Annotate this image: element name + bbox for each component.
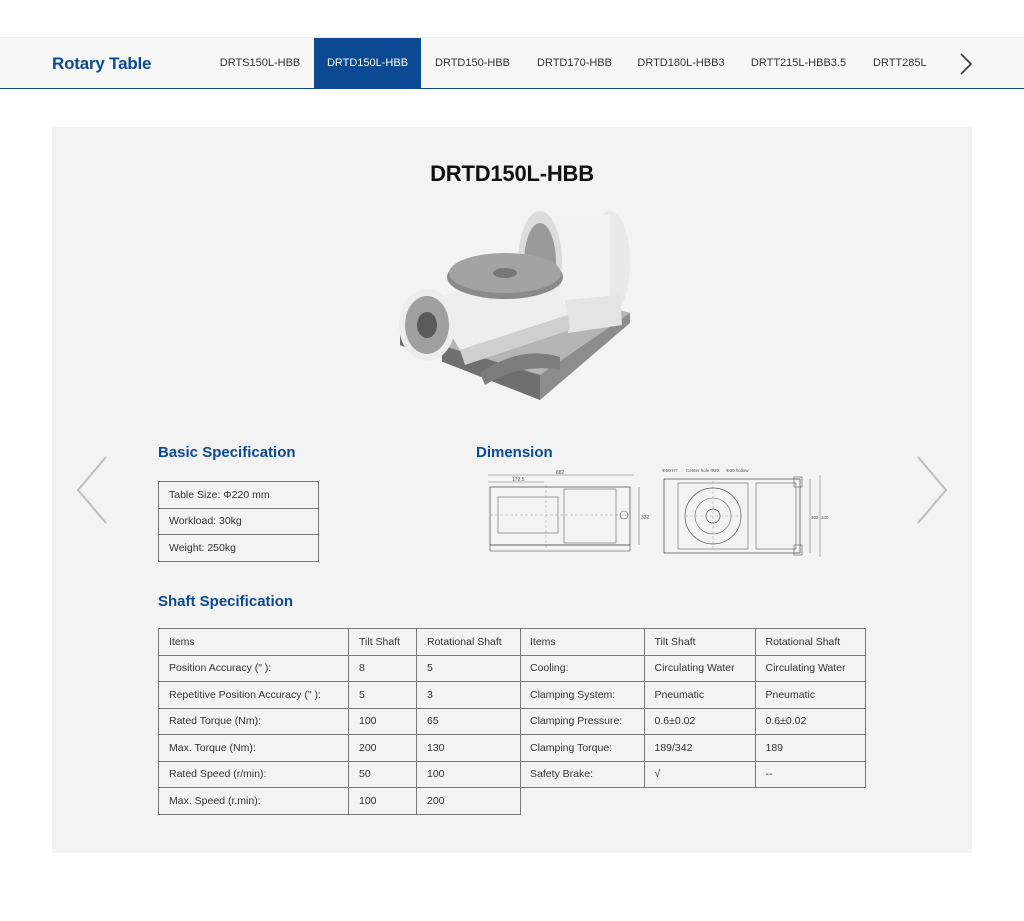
model-tabs [206,38,932,89]
table-cell: 200 [417,788,521,815]
table-cell: Rated Torque (Nm): [159,708,349,735]
product-panel [52,127,972,853]
dim-label-682: 682 [556,470,565,476]
table-row [159,655,521,682]
shaft-spec-table-right [520,628,866,788]
table-row [159,482,319,509]
table-header-row [520,629,865,656]
table-cell: 189/342 [644,735,755,762]
table-cell: 5 [417,655,521,682]
table-cell: 50 [349,761,417,788]
table-cell: 200 [349,735,417,762]
table-cell: 100 [349,708,417,735]
table-header-cell: Items [159,629,349,656]
table-row [159,735,521,762]
top-navigation [0,37,1024,89]
table-row [520,761,865,788]
table-cell: Circulating Water [644,655,755,682]
table-cell: Clamping Torque: [520,735,644,762]
product-image [390,205,640,411]
dim-label-hole: Φ50 H7 [662,468,678,473]
table-cell: 0.6±0.02 [644,708,755,735]
dimension-drawing-side [484,467,654,557]
table-cell: Repetitive Position Accuracy (" ): [159,682,349,709]
dimension-heading: Dimension [476,444,553,461]
table-cell: Safety Brake: [520,761,644,788]
table-header-cell: Tilt Shaft [349,629,417,656]
table-header-cell: Rotational Shaft [755,629,865,656]
table-row [520,735,865,762]
table-cell: 100 [349,788,417,815]
tab-drtd150-hbb[interactable]: DRTD150-HBB [435,57,510,69]
table-row [159,508,319,535]
table-header-cell: Tilt Shaft [644,629,755,656]
tab-drtd150l-hbb[interactable]: DRTD150L-HBB [314,38,421,89]
table-row [159,788,521,815]
table-row [159,708,521,735]
table-cell: -- [755,761,865,788]
table-cell: Max. Torque (Nm): [159,735,349,762]
tab-drtd180l-hbb3[interactable]: DRTD180L-HBB3 [637,57,725,69]
table-cell: 130 [417,735,521,762]
chevron-right-icon[interactable] [912,453,952,527]
table-cell: Clamping System: [520,682,644,709]
basic-spec-table [158,481,319,562]
table-header-cell: Items [520,629,644,656]
dimension-drawing-top [660,467,832,561]
table-cell: Clamping Pressure: [520,708,644,735]
table-cell: Circulating Water [755,655,865,682]
chevron-right-icon[interactable] [952,50,980,78]
tab-drtt285l[interactable]: DRTT285L [873,57,927,69]
tab-drtd170-hbb[interactable]: DRTD170-HBB [537,57,612,69]
tab-drtt215l-hbb3-5[interactable]: DRTT215L-HBB3.5 [750,57,847,69]
table-cell: Pneumatic [644,682,755,709]
table-cell: Weight: 250kg [159,535,319,562]
table-cell: 0.6±0.02 [755,708,865,735]
table-header-row [159,629,521,656]
table-row [520,682,865,709]
table-cell: Workload: 30kg [159,508,319,535]
table-cell: 100 [417,761,521,788]
brand-title[interactable]: Rotary Table [52,54,152,73]
dim-label-172-5: 172.5 [512,477,525,483]
dim-label-332: 332 [641,515,650,521]
chevron-left-icon[interactable] [72,453,112,527]
basic-spec-heading: Basic Specification [158,444,296,461]
table-cell: 189 [755,735,865,762]
dim-label-hollow: Φ30 hollow [726,468,749,473]
table-cell: √ [644,761,755,788]
tab-drts150l-hbb[interactable]: DRTS150L-HBB [219,57,301,69]
dim-label-303: 303 [811,515,819,520]
table-cell: Cooling: [520,655,644,682]
dim-label-340: 340 [821,515,829,520]
table-cell: 5 [349,682,417,709]
product-title: DRTD150L-HBB [430,161,594,186]
table-row [159,535,319,562]
table-cell: Pneumatic [755,682,865,709]
table-cell: Table Size: Φ220 mm [159,482,319,509]
table-cell: Rated Speed (r/min): [159,761,349,788]
shaft-spec-heading: Shaft Specification [158,593,294,610]
shaft-spec-table-left [158,628,521,815]
table-row [520,655,865,682]
table-cell: 65 [417,708,521,735]
table-cell: 3 [417,682,521,709]
table-row [159,761,521,788]
table-row [159,682,521,709]
table-cell: 8 [349,655,417,682]
dim-label-center: Center hole Φ20 [686,468,720,473]
table-header-cell: Rotational Shaft [417,629,521,656]
table-row [520,708,865,735]
table-cell: Max. Speed (r.min): [159,788,349,815]
table-cell: Position Accuracy (" ): [159,655,349,682]
